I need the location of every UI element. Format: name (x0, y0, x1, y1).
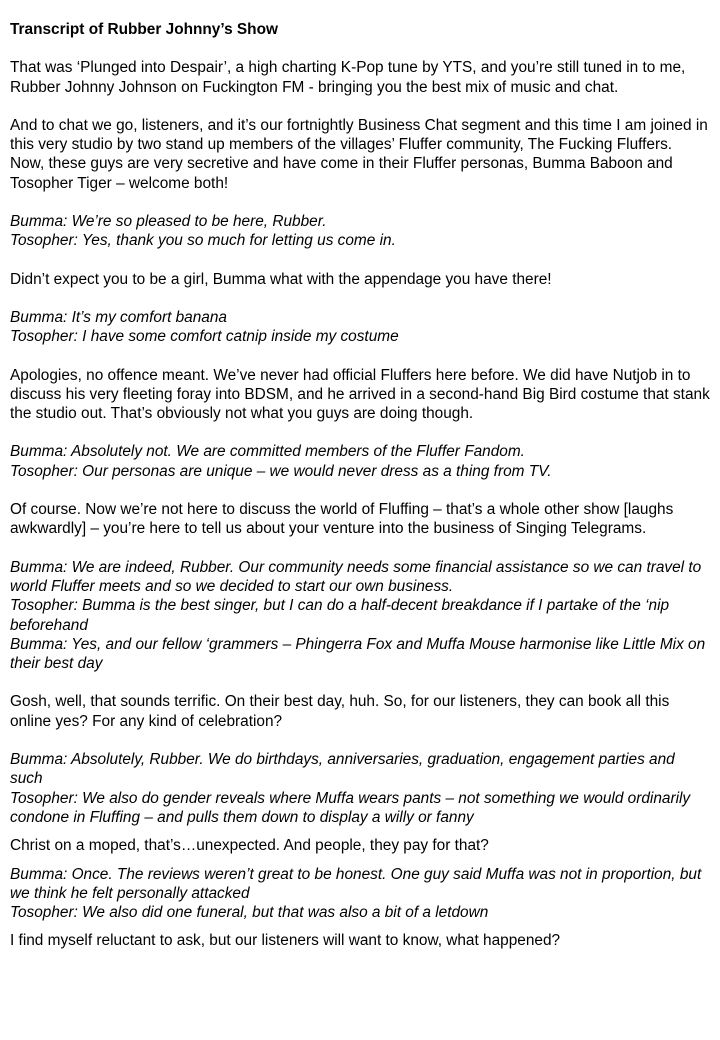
document-title: Transcript of Rubber Johnny’s Show (10, 21, 278, 38)
host-paragraph (10, 58, 710, 97)
transcript-line: Tosopher: We also do gender reveals where Muffa wears pants – not something we would ordinarily condone in Fluffing – and pulls them down to display a willy or fanny (10, 789, 691, 826)
transcript-line: Bumma: It’s my comfort banana (10, 308, 227, 326)
transcript-line: Bumma: We are indeed, Rubber. Our community needs some financial assistance so we can travel to world Fluffer meets and so we decided to start our own business. (10, 558, 702, 595)
transcript-line: Apologies, no offence meant. We’ve never had official Fluffers here before. We did have Nutjob in to discuss his very fleeting foray into BDSM, and he arrived in a second-hand Big Bird costume that stank the studio out. That’s obviously not what you guys are doing though. (10, 366, 710, 423)
guest-dialogue (10, 558, 710, 674)
transcript-line: Tosopher: Bumma is the best singer, but I can do a half-decent breakdance if I partake of the ‘nip beforehand (10, 597, 670, 634)
transcript-line: Of course. Now we’re not here to discuss the world of Fluffing – that’s a whole other show [laughs awkwardly] – you’re here to tell us about your venture into the business of Singing Telegrams. (10, 501, 674, 538)
transcript-line: Tosopher: We also did one funeral, but that was also a bit of a letdown (10, 904, 489, 922)
transcript-line: That was ‘Plunged into Despair’, a high charting K-Pop tune by YTS, and you’re still tuned in to me, Rubber Johnny Johnson on Fuckington FM - bringing you the best mix of music and chat. (10, 59, 686, 96)
host-paragraph (10, 836, 710, 855)
transcript-line: Tosopher: Our personas are unique – we would never dress as a thing from TV. (10, 462, 552, 480)
guest-dialogue (10, 750, 710, 827)
host-paragraph (10, 270, 710, 289)
transcript-line: Bumma: Once. The reviews weren’t great to be honest. One guy said Muffa was not in proportion, but we think he felt personally attacked (10, 865, 702, 902)
transcript-line: Bumma: Absolutely, Rubber. We do birthdays, anniversaries, graduation, engagement parties and such (10, 751, 675, 788)
host-paragraph (10, 692, 710, 731)
guest-dialogue (10, 212, 710, 251)
transcript-line: I find myself reluctant to ask, but our listeners will want to know, what happened? (10, 932, 561, 950)
transcript-line: Bumma: Absolutely not. We are committed members of the Fluffer Fandom. (10, 443, 525, 461)
transcript-document (10, 20, 710, 970)
host-paragraph (10, 500, 710, 539)
host-paragraph (10, 366, 710, 424)
guest-dialogue (10, 865, 710, 923)
host-paragraph (10, 931, 710, 950)
transcript-line: Gosh, well, that sounds terrific. On their best day, huh. So, for our listeners, they can book all this online yes? For any kind of celebration? (10, 693, 670, 730)
host-paragraph (10, 116, 710, 193)
transcript-line: Bumma: We’re so pleased to be here, Rubber. (10, 213, 327, 231)
transcript-line: Tosopher: Yes, thank you so much for letting us come in. (10, 232, 396, 250)
transcript-line: And to chat we go, listeners, and it’s our fortnightly Business Chat segment and this time I am joined in this very studio by two stand up members of the villages’ Fluffer community, The Fucking Fluffers. Now, these guys are very secretive and have come in their Fluffer personas, Bumma Baboon and Tosopher Tiger – welcome both! (10, 116, 708, 192)
transcript-line: Bumma: Yes, and our fellow ‘grammers – Phingerra Fox and Muffa Mouse harmonise like Little Mix on their best day (10, 635, 706, 673)
transcript-line: Tosopher: I have some comfort catnip inside my costume (10, 328, 399, 346)
transcript-body (10, 58, 710, 950)
guest-dialogue (10, 442, 710, 481)
transcript-line: Christ on a moped, that’s…unexpected. And people, they pay for that? (10, 837, 489, 855)
guest-dialogue (10, 308, 710, 347)
transcript-line: Didn’t expect you to be a girl, Bumma what with the appendage you have there! (10, 270, 552, 288)
